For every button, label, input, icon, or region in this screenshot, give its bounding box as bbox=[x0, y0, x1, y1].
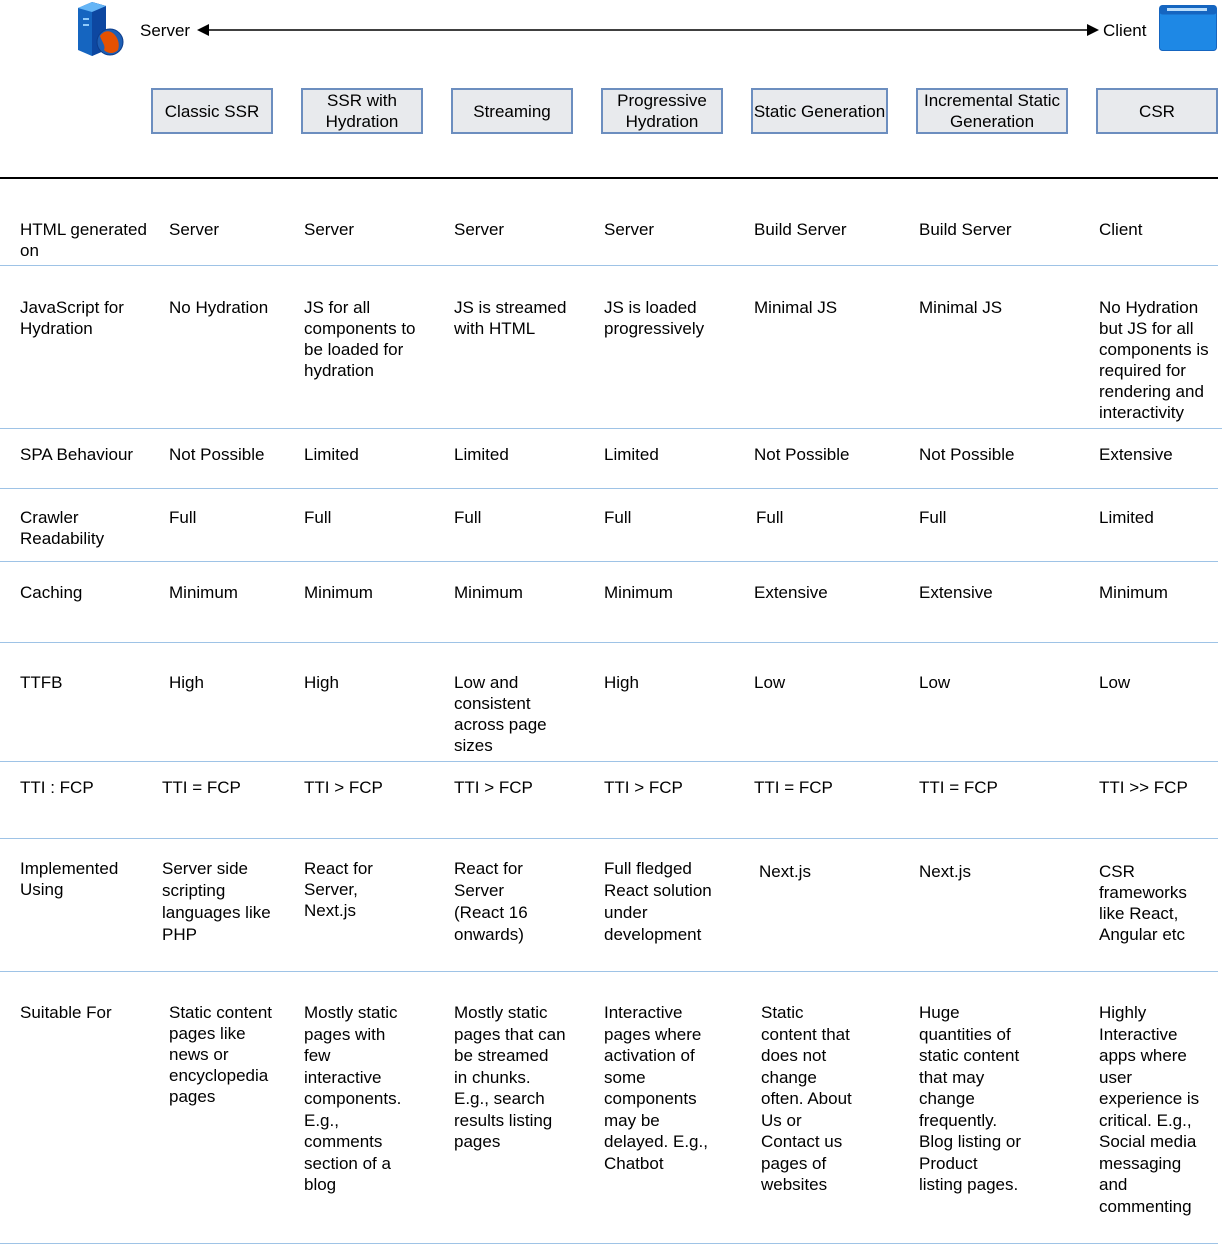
table-cell: Server bbox=[169, 220, 220, 239]
table-cell: Static content that does not change often. About Us or Contact us pages of websites bbox=[761, 1003, 852, 1194]
table-cell: CSR frameworks like React, Angular etc bbox=[1099, 862, 1187, 944]
table-cell: Huge quantities of static content that may change frequently. Blog listing or Product listing pages. bbox=[919, 1003, 1022, 1194]
row-label-ttfb: TTFB bbox=[20, 673, 63, 692]
row-divider bbox=[0, 838, 1218, 839]
table-cell: Full bbox=[756, 508, 784, 527]
row-divider bbox=[0, 642, 1218, 643]
table-cell: Full bbox=[454, 508, 482, 527]
table-cell: JS for all components to be loaded for hydration bbox=[304, 298, 416, 380]
row-label-javascript-for-hydration: JavaScript for Hydration bbox=[20, 298, 124, 338]
table-cell: Minimal JS bbox=[754, 298, 838, 317]
column-header-ssr-hydration: SSR with Hydration bbox=[301, 88, 423, 134]
browser-window-icon bbox=[1159, 5, 1218, 52]
server-globe-icon bbox=[74, 0, 128, 60]
table-cell: TTI = FCP bbox=[754, 778, 833, 797]
table-cell: No Hydration bbox=[169, 298, 269, 317]
table-cell: Extensive bbox=[919, 583, 993, 602]
table-cell: Build Server bbox=[754, 220, 847, 239]
column-header-static-generation: Static Generation bbox=[751, 88, 888, 134]
row-label-html-generated-on: HTML generated on bbox=[20, 220, 147, 260]
table-cell: Client bbox=[1099, 220, 1143, 239]
table-cell: Limited bbox=[1099, 508, 1154, 527]
column-header-incremental-static-generation: Incremental Static Generation bbox=[916, 88, 1068, 134]
table-cell: Server side scripting languages like PHP bbox=[162, 859, 271, 944]
table-cell: TTI = FCP bbox=[919, 778, 998, 797]
table-cell: Server bbox=[454, 220, 505, 239]
table-cell: React for Server, Next.js bbox=[304, 859, 373, 920]
table-cell: Low and consistent across page sizes bbox=[454, 673, 547, 755]
row-divider bbox=[0, 265, 1218, 266]
table-cell: Full bbox=[919, 508, 947, 527]
table-cell: Full bbox=[304, 508, 332, 527]
table-cell: TTI = FCP bbox=[162, 778, 241, 797]
table-cell: No Hydration but JS for all components is required for rendering and interactivity bbox=[1099, 298, 1209, 422]
row-divider bbox=[0, 971, 1218, 972]
row-label-tti-fcp: TTI : FCP bbox=[20, 778, 94, 797]
table-cell: Mostly static pages with few interactive components. E.g., comments section of a blog bbox=[304, 1003, 402, 1194]
column-header-progressive-hydration: Progressive Hydration bbox=[601, 88, 723, 134]
column-header-csr: CSR bbox=[1096, 88, 1218, 134]
table-cell: Low bbox=[1099, 673, 1131, 692]
table-cell: Full fledged React solution under development bbox=[604, 859, 712, 944]
table-cell: Interactive pages where activation of some components may be delayed. E.g., Chatbot bbox=[604, 1003, 708, 1173]
table-cell: Minimum bbox=[454, 583, 523, 602]
server-label: Server bbox=[140, 21, 191, 40]
table-cell: Not Possible bbox=[919, 445, 1015, 464]
table-cell: TTI > FCP bbox=[304, 778, 383, 797]
table-cell: Not Possible bbox=[754, 445, 850, 464]
table-cell: Next.js bbox=[759, 862, 811, 881]
row-divider bbox=[0, 1243, 1218, 1244]
table-cell: JS is streamed with HTML bbox=[454, 298, 567, 338]
client-label: Client bbox=[1103, 21, 1147, 40]
column-header-classic-ssr: Classic SSR bbox=[151, 88, 273, 134]
row-label-suitable-for: Suitable For bbox=[20, 1003, 112, 1022]
table-cell: Build Server bbox=[919, 220, 1012, 239]
table-cell: TTI > FCP bbox=[604, 778, 683, 797]
row-divider bbox=[0, 561, 1218, 562]
row-label-caching: Caching bbox=[20, 583, 83, 602]
row-label-implemented-using: Implemented Using bbox=[20, 859, 119, 899]
table-cell: Limited bbox=[604, 445, 659, 464]
row-divider bbox=[0, 428, 1222, 429]
row-divider bbox=[0, 488, 1218, 489]
table-cell: Full bbox=[169, 508, 197, 527]
table-cell: Full bbox=[604, 508, 632, 527]
row-divider bbox=[0, 761, 1218, 762]
header-divider bbox=[0, 177, 1218, 179]
column-header-streaming: Streaming bbox=[451, 88, 573, 134]
table-cell: Server bbox=[304, 220, 355, 239]
table-cell: High bbox=[304, 673, 339, 692]
table-cell: Not Possible bbox=[169, 445, 265, 464]
table-cell: Limited bbox=[304, 445, 359, 464]
table-cell: Minimum bbox=[604, 583, 673, 602]
table-cell: High bbox=[604, 673, 639, 692]
table-cell: Minimum bbox=[304, 583, 373, 602]
table-cell: Highly Interactive apps where user experience is critical. E.g., Social media messaging and commenting bbox=[1099, 1003, 1200, 1216]
table-cell: Static content pages like news or encyclopedia pages bbox=[169, 1003, 273, 1106]
table-cell: Minimum bbox=[1099, 583, 1168, 602]
table-cell: Server bbox=[604, 220, 655, 239]
table-cell: Extensive bbox=[1099, 445, 1173, 464]
table-cell: Next.js bbox=[919, 862, 971, 881]
row-label-crawler-readability: Crawler Readability bbox=[20, 508, 105, 548]
table-cell: React for Server (React 16 onwards) bbox=[454, 859, 528, 944]
server-client-arrow bbox=[195, 20, 1101, 40]
table-cell: Minimal JS bbox=[919, 298, 1003, 317]
table-cell: Minimum bbox=[169, 583, 238, 602]
row-label-spa-behaviour: SPA Behaviour bbox=[20, 445, 134, 464]
table-cell: TTI > FCP bbox=[454, 778, 533, 797]
table-cell: TTI >> FCP bbox=[1099, 778, 1188, 797]
table-cell: Limited bbox=[454, 445, 509, 464]
table-cell: Low bbox=[919, 673, 951, 692]
table-cell: Mostly static pages that can be streamed in chunks. E.g., search results listing pages bbox=[454, 1003, 566, 1151]
table-cell: High bbox=[169, 673, 204, 692]
table-cell: JS is loaded progressively bbox=[604, 298, 705, 338]
table-cell: Extensive bbox=[754, 583, 828, 602]
table-cell: Low bbox=[754, 673, 786, 692]
